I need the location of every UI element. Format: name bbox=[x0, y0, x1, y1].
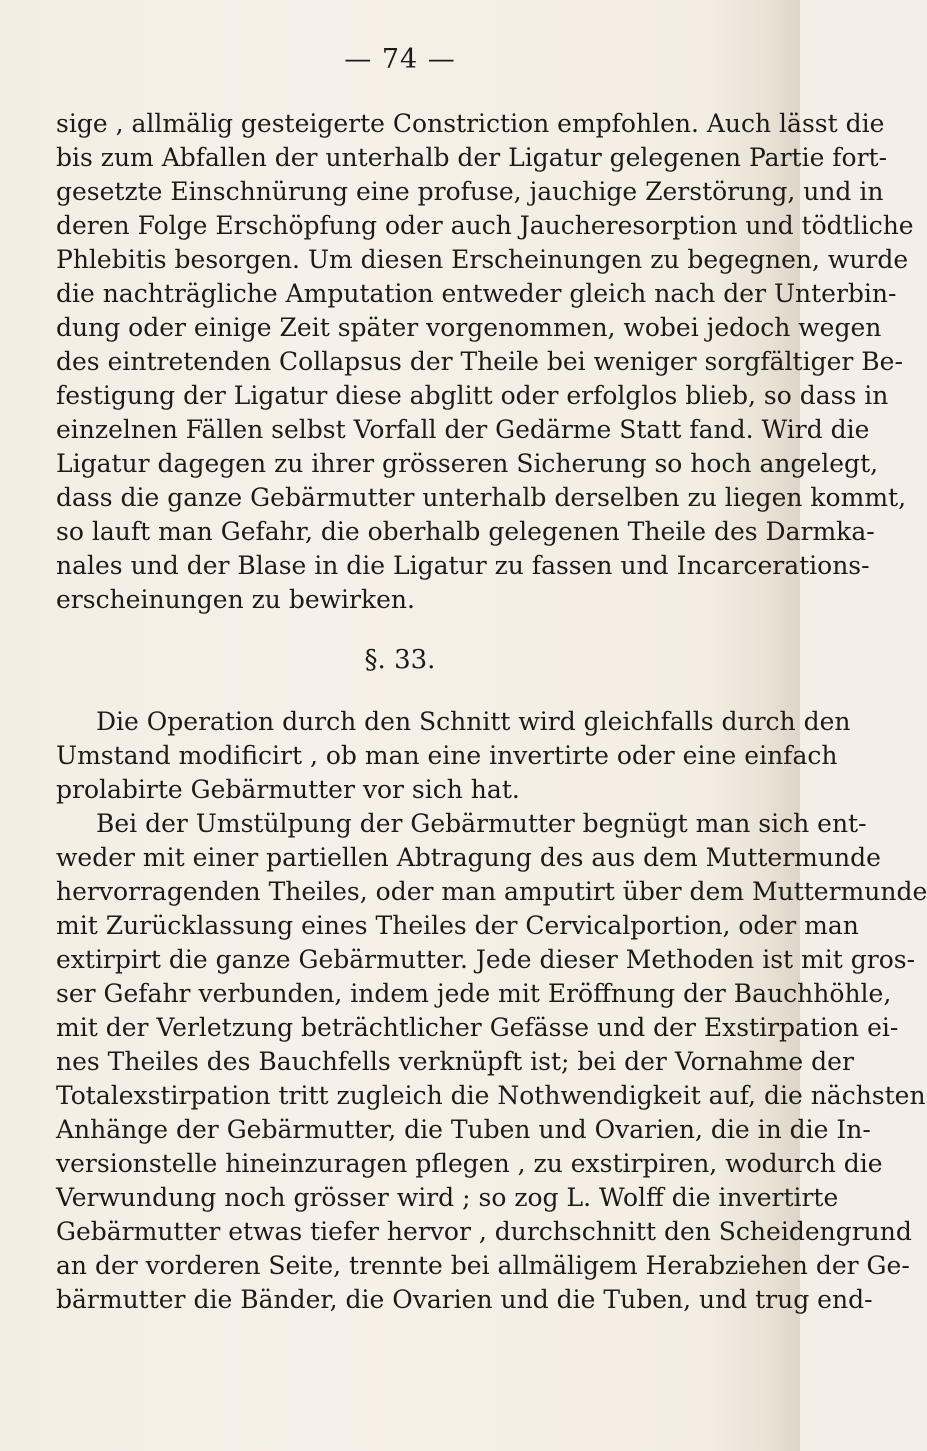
text-line: Verwundung noch grösser wird ; so zog L. Wolff die invertirte bbox=[56, 1183, 839, 1212]
text-line: des eintretenden Collapsus der Theile bei weniger sorgfältiger Be- bbox=[56, 347, 903, 376]
text-line: dung oder einige Zeit später vorgenommen, wobei jedoch wegen bbox=[56, 313, 882, 342]
text-line: dass die ganze Gebärmutter unterhalb derselben zu liegen kommt, bbox=[56, 483, 907, 512]
page-number: — 74 — bbox=[344, 44, 456, 75]
text-line: Umstand modificirt , ob man eine invertirte oder eine einfach bbox=[56, 741, 838, 770]
section-heading: §. 33. bbox=[364, 645, 436, 675]
text-line: ser Gefahr verbunden, indem jede mit Eröffnung der Bauchhöhle, bbox=[56, 979, 892, 1008]
text-line: einzelnen Fällen selbst Vorfall der Gedärme Statt fand. Wird die bbox=[56, 415, 870, 444]
text-line: Anhänge der Gebärmutter, die Tuben und Ovarien, die in die In- bbox=[56, 1115, 871, 1144]
text-line: Phlebitis besorgen. Um diesen Erscheinungen zu begegnen, wurde bbox=[56, 245, 909, 274]
text-line: mit der Verletzung beträchtlicher Gefässe und der Exstirpation ei- bbox=[56, 1013, 899, 1042]
text-line: mit Zurücklassung eines Theiles der Cervicalportion, oder man bbox=[56, 911, 859, 940]
text-line: hervorragenden Theiles, oder man amputirt über dem Muttermunde bbox=[56, 877, 927, 906]
text-line: die nachträgliche Amputation entweder gleich nach der Unterbin- bbox=[56, 279, 897, 308]
text-line: extirpirt die ganze Gebärmutter. Jede dieser Methoden ist mit gros- bbox=[56, 945, 916, 974]
text-line: Totalexstirpation tritt zugleich die Nothwendigkeit auf, die nächsten bbox=[56, 1081, 926, 1110]
text-line: so lauft man Gefahr, die oberhalb gelegenen Theile des Darmka- bbox=[56, 517, 875, 546]
text-line: prolabirte Gebärmutter vor sich hat. bbox=[56, 775, 520, 804]
text-line: gesetzte Einschnürung eine profuse, jauchige Zerstörung, und in bbox=[56, 177, 884, 206]
text-line: nes Theiles des Bauchfells verknüpft ist; bei der Vornahme der bbox=[56, 1047, 854, 1076]
text-line: an der vorderen Seite, trennte bei allmäligem Herabziehen der Ge- bbox=[56, 1251, 910, 1280]
text-line: Gebärmutter etwas tiefer hervor , durchschnitt den Scheidengrund bbox=[56, 1217, 912, 1246]
text-line: Ligatur dagegen zu ihrer grösseren Sicherung so hoch angelegt, bbox=[56, 449, 879, 478]
text-line: weder mit einer partiellen Abtragung des aus dem Muttermunde bbox=[56, 843, 881, 872]
text-line: Die Operation durch den Schnitt wird gleichfalls durch den bbox=[96, 707, 851, 736]
text-line: sige , allmälig gesteigerte Constriction empfohlen. Auch lässt die bbox=[56, 109, 885, 138]
text-line: deren Folge Erschöpfung oder auch Jaucheresorption und tödtliche bbox=[56, 211, 914, 240]
text-line: nales und der Blase in die Ligatur zu fassen und Incarcerations- bbox=[56, 551, 870, 580]
text-line: festigung der Ligatur diese abglitt oder erfolglos blieb, so dass in bbox=[56, 381, 889, 410]
text-line: bis zum Abfallen der unterhalb der Ligatur gelegenen Partie fort- bbox=[56, 143, 888, 172]
text-line: versionstelle hineinzuragen pflegen , zu exstirpiren, wodurch die bbox=[56, 1149, 883, 1178]
text-line: bärmutter die Bänder, die Ovarien und die Tuben, und trug end- bbox=[56, 1285, 873, 1314]
text-line: erscheinungen zu bewirken. bbox=[56, 585, 415, 614]
text-line: Bei der Umstülpung der Gebärmutter begnügt man sich ent- bbox=[96, 809, 867, 838]
